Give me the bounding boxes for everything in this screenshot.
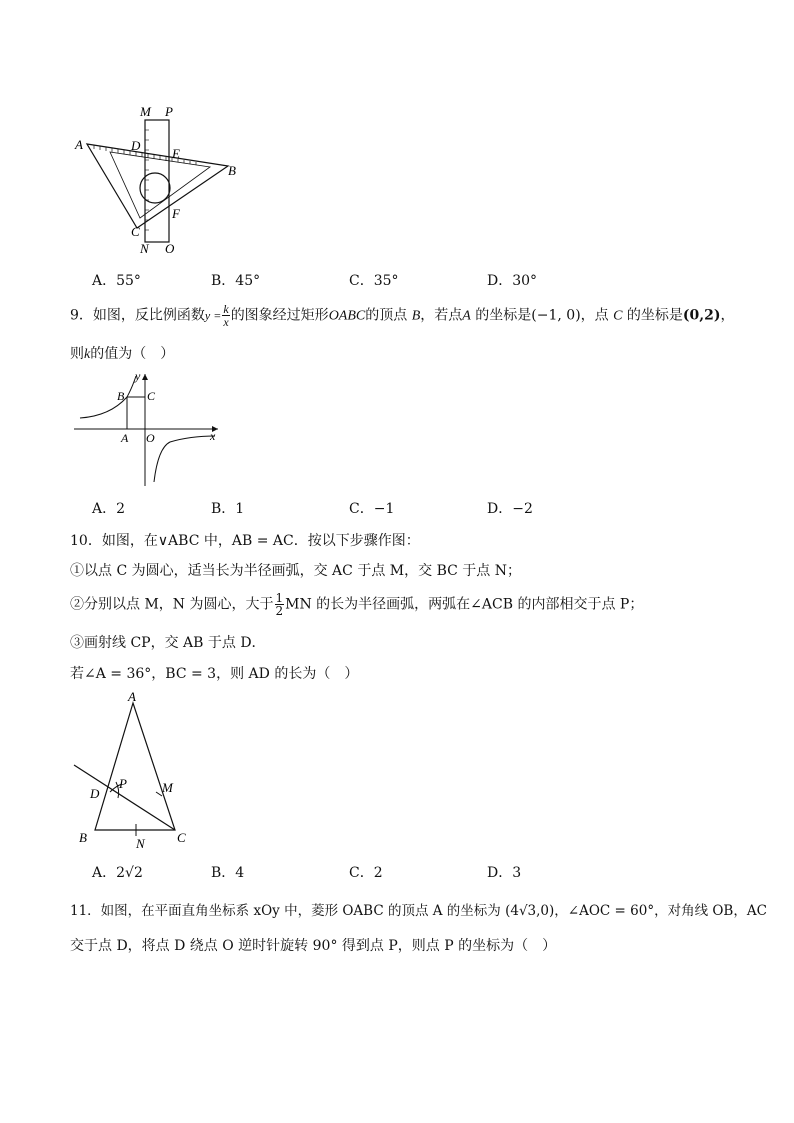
q9-option-a[interactable]: A．2: [92, 501, 126, 517]
q10-label-D: D: [90, 786, 100, 801]
q9-label-y: y: [135, 369, 141, 383]
q8-figure: [70, 100, 250, 260]
q8-label-M: M: [140, 104, 151, 119]
q10-label-N: N: [136, 836, 145, 848]
q8-option-b[interactable]: B．45°: [211, 273, 261, 289]
q10-step1: ①以点 C 为圆心，适当长为半径画弧，交 AC 于点 M，交 BC 于点 N；: [70, 563, 521, 579]
q10-option-a[interactable]: A．2√2: [92, 865, 143, 881]
q10-label-C: C: [177, 830, 186, 845]
q10-question-line1: 10．如图，在∨ABC 中，AB = AC．按以下步骤作图：: [70, 533, 420, 549]
q9-label-O: O: [146, 431, 155, 445]
q8-option-d[interactable]: D．30°: [487, 273, 538, 289]
q8-option-a[interactable]: A．55°: [92, 273, 141, 289]
q10-option-d[interactable]: D．3: [487, 865, 522, 881]
q11-question-line1: 11．如图，在平面直角坐标系 xOy 中，菱形 OABC 的顶点 A 的坐标为 (4√3,0)，∠AOC = 60°，对角线 OB，AC: [70, 903, 767, 919]
q9-option-b[interactable]: B．1: [211, 501, 245, 517]
q10-label-A: A: [128, 689, 136, 704]
q9-figure: [70, 368, 230, 488]
q10-step2: ②分别以点 M，N 为圆心，大于 $\frac{1}{2}$ MN 的长为半径画弧，两弧在∠ACB 的内部相交于点 P；: [70, 591, 644, 618]
q10-condition: 若∠A = 36°，BC = 3，则 AD 的长为（ ）: [70, 666, 359, 682]
q10-step3: ③画射线 CP，交 AB 于点 D．: [70, 635, 266, 651]
q8-label-C: C: [131, 224, 140, 239]
q10-label-P: P: [119, 776, 127, 791]
q9-label-x: x: [210, 429, 216, 443]
q9-option-c[interactable]: C．−1: [349, 501, 395, 517]
q11-question-line2: 交于点 D，将点 D 绕点 O 逆时针旋转 90° 得到点 P，则点 P 的坐标为（ ）: [70, 938, 557, 954]
q9-label-B: B: [117, 389, 125, 403]
q10-figure: [70, 688, 200, 848]
q9-label-A: A: [121, 431, 129, 445]
q8-label-A: A: [75, 137, 83, 152]
q8-label-F: F: [172, 206, 180, 221]
q9-question-line2: 则k的值为（ ）: [70, 346, 175, 362]
q8-label-E: E: [172, 146, 180, 161]
q10-label-B: B: [79, 830, 87, 845]
q8-label-N: N: [140, 241, 149, 256]
q10-option-c[interactable]: C．2: [349, 865, 383, 881]
q8-option-c[interactable]: C．35°: [349, 273, 399, 289]
q9-option-d[interactable]: D．−2: [487, 501, 533, 517]
q9-label-C: C: [147, 389, 156, 403]
q8-label-B: B: [228, 163, 236, 178]
q8-label-D: D: [131, 138, 141, 153]
q10-option-b[interactable]: B．4: [211, 865, 245, 881]
q9-question-line1: 9．如图，反比例函数y = $\frac{k}{x}$ 的图象经过矩形OABC的顶点 B，若点A 的坐标是(−1, 0)，点 C 的坐标是(0,2)，: [70, 302, 735, 329]
q10-label-M: M: [162, 780, 173, 795]
q8-label-P: P: [165, 104, 173, 119]
q8-label-O: O: [165, 241, 175, 256]
